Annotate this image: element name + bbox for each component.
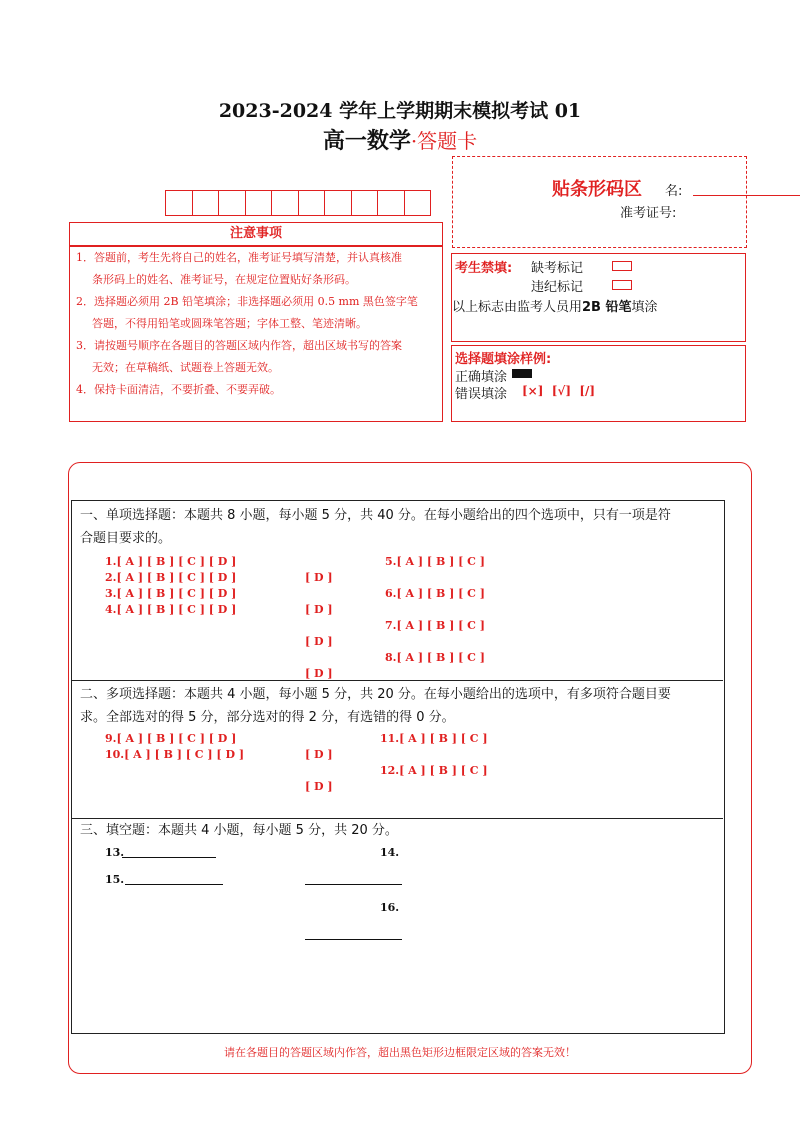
q5-options[interactable]: 5.[ A ] [ B ] [ C ] [385, 555, 485, 568]
violation-mark-box[interactable] [612, 280, 632, 290]
notice-item: 2．选择题必须用 2B 铅笔填涂；非选择题必须用 0.5 mm 黑色签字笔 [76, 295, 418, 308]
exam-number-cell[interactable] [272, 191, 299, 215]
name-field[interactable] [693, 195, 800, 196]
notice-heading: 注意事项 [69, 222, 443, 246]
exam-number-cell[interactable] [352, 191, 379, 215]
proctor-note [452, 296, 658, 315]
section1-instructions-cont: 合题目要求的。 [80, 531, 172, 546]
notice-item: 无效；在草稿纸、试题卷上答题无效。 [92, 361, 279, 374]
q7-options[interactable]: 7.[ A ] [ B ] [ C ] [385, 619, 485, 632]
wrong-fill-label: 错误填涂 [455, 387, 508, 402]
q15-label: 15. [105, 873, 125, 886]
q9-options[interactable]: 9.[ A ] [ B ] [ C ] [ D ] [105, 732, 237, 745]
card-title [0, 124, 800, 155]
q16-label: 16. [380, 901, 400, 914]
q14-answer-line[interactable] [305, 884, 402, 885]
section-divider [71, 818, 723, 819]
exam-number-cell[interactable] [299, 191, 326, 215]
q3-options[interactable]: 3.[ A ] [ B ] [ C ] [ D ] [105, 587, 237, 600]
notice-box [69, 246, 443, 422]
barcode-area [452, 156, 747, 248]
q8-options[interactable]: 8.[ A ] [ B ] [ C ] [385, 651, 485, 664]
correct-fill-label: 正确填涂 [455, 370, 508, 385]
q14-label: 14. [380, 846, 400, 859]
q4-options[interactable]: 4.[ A ] [ B ] [ C ] [ D ] [105, 603, 237, 616]
proctor-note-prefix: 以上标志由监考人员用 [452, 300, 583, 315]
exam-number-cell[interactable] [325, 191, 352, 215]
q13-answer-line[interactable] [122, 857, 216, 858]
q7-option-d[interactable]: [ D ] [305, 635, 333, 648]
card-subtitle: ·答题卡 [410, 129, 478, 153]
violation-label: 违纪标记 [531, 280, 584, 295]
footer-warning: 请在各题目的答题区域内作答，超出黑色矩形边框限定区域的答案无效！ [224, 1046, 576, 1059]
q2-options[interactable]: 2.[ A ] [ B ] [ C ] [ D ] [105, 571, 237, 584]
notice-item: 答题，不得用铅笔或圆珠笔答题；字体工整、笔迹清晰。 [92, 317, 367, 330]
exam-number-cell[interactable] [193, 191, 220, 215]
q6-option-d[interactable]: [ D ] [305, 603, 333, 616]
q11-options[interactable]: 11.[ A ] [ B ] [ C ] [380, 732, 488, 745]
exam-title: 2023-2024 学年上学期期末模拟考试 01 [218, 100, 582, 122]
barcode-title: 贴条形码区 [552, 179, 642, 200]
q16-answer-line[interactable] [305, 939, 402, 940]
exam-number-cell[interactable] [405, 191, 431, 215]
exam-id-label: 准考证号: [620, 206, 677, 221]
exam-number-cell[interactable] [219, 191, 246, 215]
section2-instructions: 二、多项选择题：本题共 4 小题，每小题 5 分，共 20 分。在每小题给出的选项中，有多项符合题目要 [80, 687, 671, 702]
q6-options[interactable]: 6.[ A ] [ B ] [ C ] [385, 587, 485, 600]
notice-item: 4．保持卡面清洁，不要折叠、不要弄破。 [76, 383, 281, 396]
exam-number-cell[interactable] [378, 191, 405, 215]
q12-options[interactable]: 12.[ A ] [ B ] [ C ] [380, 764, 488, 777]
notice-item: 3．请按题号顺序在各题目的答题区域内作答，超出区域书写的答案 [76, 339, 402, 352]
section1-instructions: 一、单项选择题：本题共 8 小题，每小题 5 分，共 40 分。在每小题给出的四个选项中，只有一项是符 [80, 508, 671, 523]
absent-mark-box[interactable] [612, 261, 632, 271]
q13-label: 13. [105, 846, 125, 859]
section2-instructions-cont: 求。全部选对的得 5 分，部分选对的得 2 分，有选错的得 0 分。 [80, 710, 455, 725]
q10-options[interactable]: 10.[ A ] [ B ] [ C ] [ D ] [105, 748, 245, 761]
subject-title: 高一数学 [322, 128, 411, 154]
q8-option-d[interactable]: [ D ] [305, 667, 333, 680]
name-label: 名: [665, 184, 683, 199]
proctor-note-bold: 2B 铅笔 [582, 300, 632, 315]
section3-instructions: 三、填空题：本题共 4 小题，每小题 5 分，共 20 分。 [80, 823, 398, 838]
absent-label: 缺考标记 [531, 261, 584, 276]
correct-fill-icon [512, 369, 532, 378]
sample-title: 选择题填涂样例: [455, 352, 552, 367]
q12-option-d[interactable]: [ D ] [305, 780, 333, 793]
q5-option-d[interactable]: [ D ] [305, 571, 333, 584]
exam-number-grid[interactable] [165, 190, 431, 216]
notice-item: 1．答题前，考生先将自己的姓名，准考证号填写清楚，并认真核准 [76, 251, 402, 264]
q11-option-d[interactable]: [ D ] [305, 748, 333, 761]
q1-options[interactable]: 1.[ A ] [ B ] [ C ] [ D ] [105, 555, 237, 568]
exam-number-cell[interactable] [246, 191, 273, 215]
notice-item: 条形码上的姓名、准考证号，在规定位置贴好条形码。 [92, 273, 356, 286]
forbidden-label: 考生禁填: [455, 261, 513, 276]
wrong-fill-marks: [×] [√] [/] [522, 384, 596, 398]
proctor-note-suffix: 填涂 [631, 300, 658, 315]
q15-answer-line[interactable] [125, 884, 223, 885]
exam-number-cell[interactable] [166, 191, 193, 215]
section-divider [71, 680, 723, 681]
